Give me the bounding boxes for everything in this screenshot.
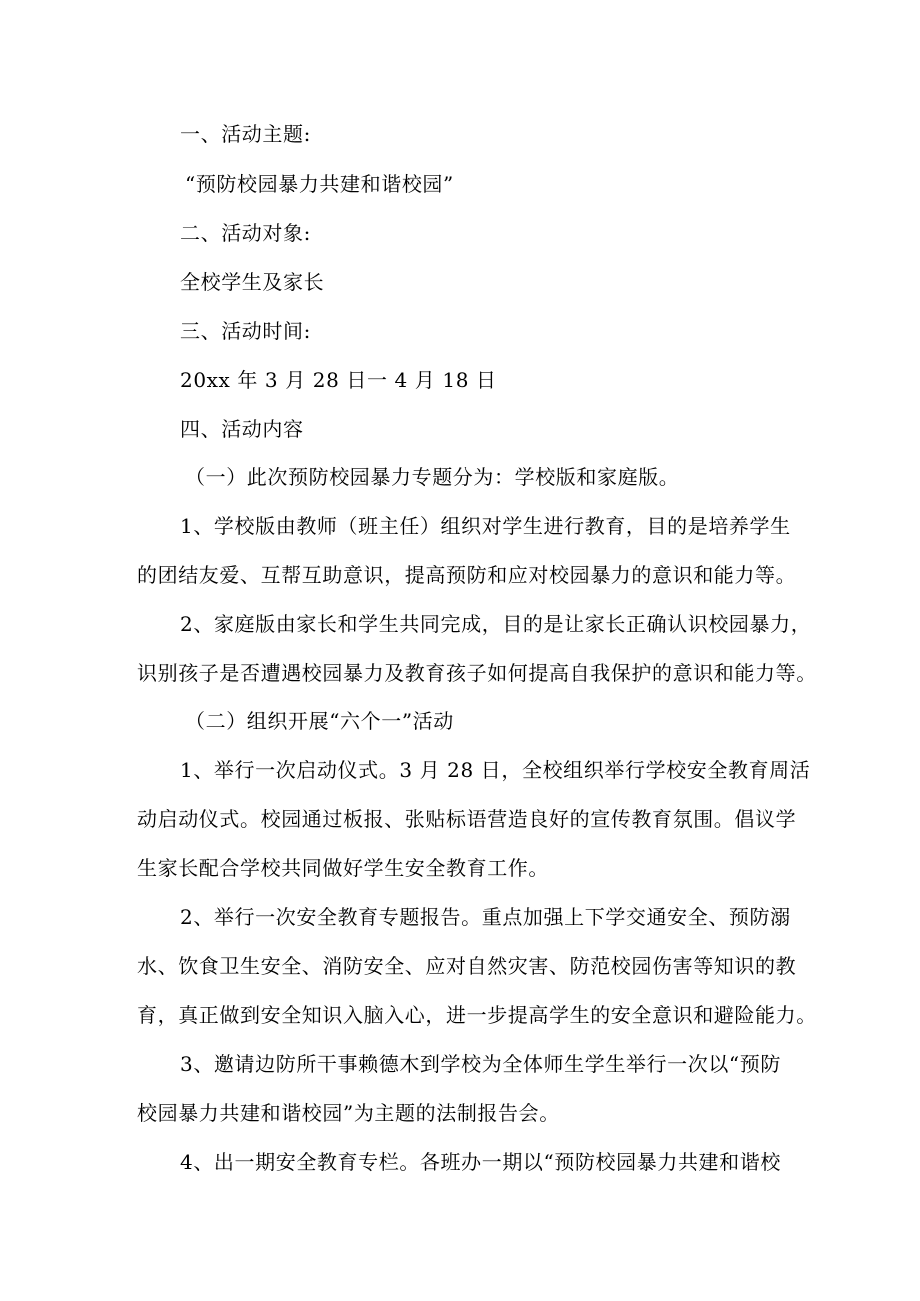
paragraph-line: 校园暴力共建和谐校园”为主题的法制报告会。 [137, 1101, 560, 1125]
paragraph-line: 1、举行一次启动仪式。3 月 28 日，全校组织举行学校安全教育周活 [180, 758, 811, 782]
section-heading-2: 二、活动对象: [180, 221, 311, 245]
activity-time-text: 20xx 年 3 月 28 日一 4 月 18 日 [180, 368, 497, 392]
subsection-heading-1: （一）此次预防校园暴力专题分为：学校版和家庭版。 [185, 465, 680, 489]
paragraph-line: 的团结友爱、互帮互助意识，提高预防和应对校园暴力的意识和能力等。 [137, 563, 797, 587]
activity-theme-text: “预防校园暴力共建和谐校园” [185, 172, 454, 196]
paragraph-line: 育，真正做到安全知识入脑入心，进一步提高学生的安全意识和避险能力。 [137, 1003, 817, 1027]
paragraph-line: 2、家庭版由家长和学生共同完成，目的是让家长正确认识校园暴力， [180, 612, 812, 636]
paragraph-line: 水、饮食卫生安全、消防安全、应对自然灾害、防范校园伤害等知识的教 [137, 954, 797, 978]
section-heading-3: 三、活动时间: [180, 319, 311, 343]
paragraph-line: 动启动仪式。校园通过板报、张贴标语营造良好的宣传教育氛围。倡议学 [137, 807, 797, 831]
paragraph-line: 识别孩子是否遭遇校园暴力及教育孩子如何提高自我保护的意识和能力等。 [137, 661, 817, 685]
activity-target-text: 全校学生及家长 [180, 270, 325, 294]
section-heading-1: 一、活动主题: [180, 122, 311, 146]
paragraph-line: 3、邀请边防所干事赖德木到学校为全体师生学生举行一次以“预防 [180, 1052, 781, 1076]
paragraph-line: 4、出一期安全教育专栏。各班办一期以“预防校园暴力共建和谐校 [180, 1150, 781, 1174]
paragraph-line: 2、举行一次安全教育专题报告。重点加强上下学交通安全、预防溺 [180, 905, 791, 929]
paragraph-line: 1、学校版由教师（班主任）组织对学生进行教育，目的是培养学生 [180, 514, 791, 538]
section-heading-4: 四、活动内容 [180, 417, 304, 441]
subsection-heading-2: （二）组织开展“六个一”活动 [185, 709, 454, 733]
paragraph-line: 生家长配合学校共同做好学生安全教育工作。 [137, 856, 549, 880]
